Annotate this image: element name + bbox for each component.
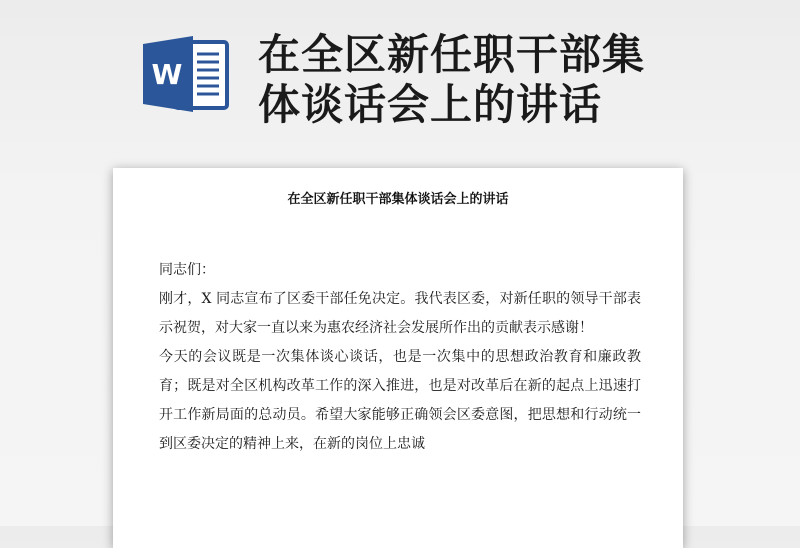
- document-title: 在全区新任职干部集体谈话会上的讲话: [287, 192, 509, 207]
- word-document-icon: [141, 34, 229, 114]
- document-paragraph-2: 今天的会议既是一次集体谈心谈话，也是一次集中的思想政治教育和廉政教育；既是对全区机构改革工作的深入推进，也是对改革后在新的起点上迅速打开工作新局面的总动员。希望大家能够正确领会区委意图，把思想和行动统一到区委决定的精神上来，在新的岗位上忠诚: [159, 349, 641, 452]
- banner-title-line-1: 在全区新任职干部集: [258, 30, 646, 79]
- header-banner: [0, 0, 800, 150]
- document-page-preview: [113, 168, 683, 548]
- banner-title: [258, 30, 778, 130]
- word-icon-letter: W: [151, 58, 183, 91]
- document-paragraph-greeting: 同志们：: [159, 262, 215, 278]
- document-body: [159, 256, 641, 459]
- document-paragraph-1: 刚才，X 同志宣布了区委干部任免决定。我代表区委，对新任职的领导干部表示祝贺，对大家一直以来为惠农经济社会发展所作出的贡献表示感谢！: [159, 291, 641, 336]
- banner-title-line-2: 体谈话会上的讲话: [258, 80, 603, 129]
